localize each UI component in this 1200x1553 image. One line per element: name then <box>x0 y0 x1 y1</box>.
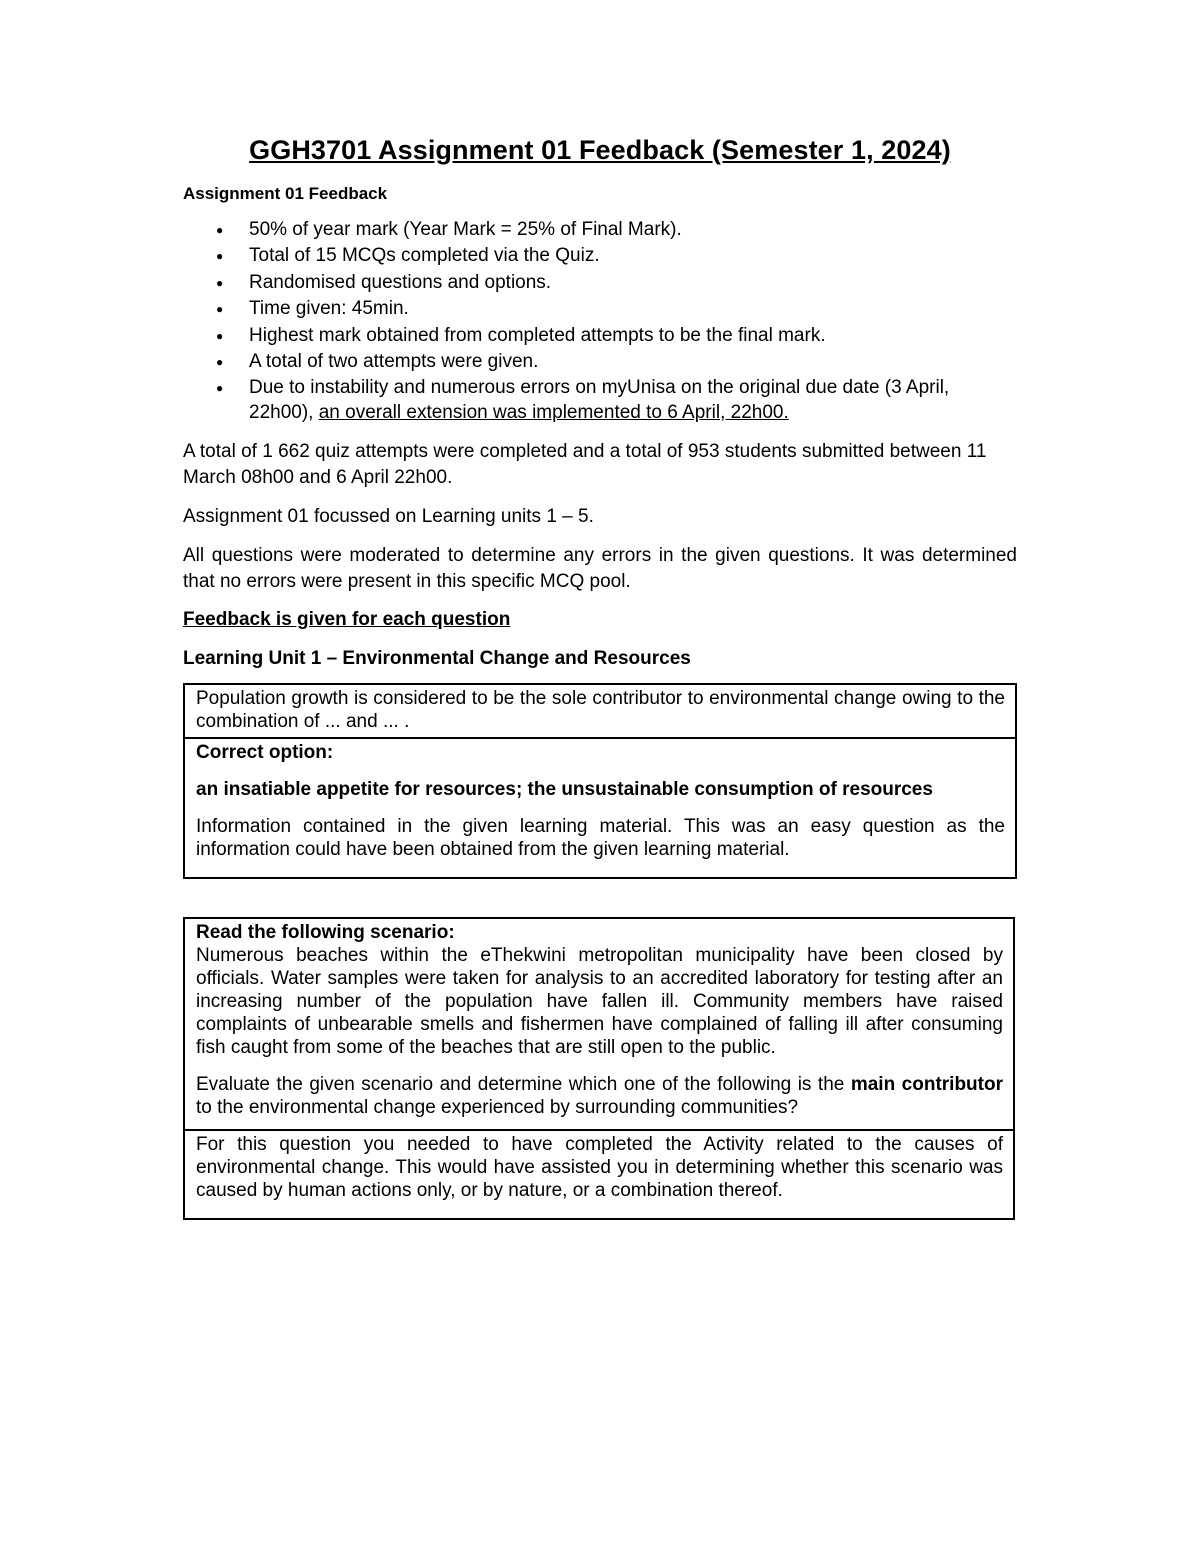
question-2-prompt <box>196 1073 1003 1125</box>
bullet-item <box>183 271 1017 295</box>
attempts-paragraph: A total of 1 662 quiz attempts were completed and a total of 953 students submitted between 11 March 08h00 and 6 April 22h00. <box>183 441 987 489</box>
question-1-box <box>183 683 1017 879</box>
bullet-text: Total of 15 MCQs completed via the Quiz. <box>249 245 600 267</box>
extension-note: an overall extension was implemented to 6 April, 22h00. <box>318 401 789 423</box>
bullet-item <box>183 244 1017 268</box>
bullet-item <box>183 350 1017 374</box>
bullet-icon: ● <box>216 275 224 290</box>
correct-option-label: Correct option: <box>196 742 334 764</box>
bullet-text: Highest mark obtained from completed attempts to be the final mark. <box>249 324 826 346</box>
question-2-scenario-cell <box>185 919 1013 1129</box>
bullet-icon: ● <box>216 249 224 264</box>
document-page <box>183 132 1017 1220</box>
question-2-box <box>183 917 1015 1220</box>
document-title: GGH3701 Assignment 01 Feedback (Semester 1, 2024) <box>249 135 951 165</box>
question-1-answer-cell <box>185 737 1015 877</box>
section-heading: Assignment 01 Feedback <box>183 184 388 203</box>
bullet-icon: ● <box>216 355 224 370</box>
bullet-item <box>183 297 1017 321</box>
focus-paragraph: Assignment 01 focussed on Learning units 1 – 5. <box>183 506 594 528</box>
scenario-text: Numerous beaches within the eThekwini metropolitan municipality have been closed by officials. Water samples were taken for analysis to an accredited laboratory for testing after an increasing number of the population have fallen ill. Community members have raised complaints of unbearable smells and fishermen have complained of falling ill after consuming fish caught from some of the beaches that are still open to the public. <box>196 945 1003 1059</box>
bullet-text: Due to instability and numerous errors on myUnisa on the original due date (3 April, 22h00), <box>249 377 950 423</box>
moderation-paragraph: All questions were moderated to determine any errors in the given questions. It was determined that no errors were present in this specific MCQ pool. <box>183 545 1017 593</box>
bullet-icon: ● <box>216 223 224 237</box>
prompt-bold: main contributor <box>850 1074 1003 1096</box>
bullet-icon: ● <box>216 381 224 396</box>
info-bullet-list <box>183 218 1017 425</box>
question-1-text: Population growth is considered to be the sole contributor to environmental change owing to the combination of ... and ... . <box>196 688 1005 733</box>
bullet-item <box>183 324 1017 348</box>
bullet-text: Time given: 45min. <box>249 298 409 320</box>
bullet-item <box>183 218 1017 242</box>
learning-unit-heading: Learning Unit 1 – Environmental Change and Resources <box>183 648 691 670</box>
prompt-before: Evaluate the given scenario and determine which one of the following is the <box>196 1074 851 1096</box>
bullet-item-extension <box>183 376 1017 425</box>
bullet-text: A total of two attempts were given. <box>249 351 539 373</box>
feedback-heading: Feedback is given for each question <box>183 609 511 631</box>
bullet-text: 50% of year mark (Year Mark = 25% of Final Mark). <box>249 219 682 240</box>
prompt-after: to the environmental change experienced by surrounding communities? <box>196 1097 799 1119</box>
bullet-icon: ● <box>216 328 224 343</box>
question-1-explanation: Information contained in the given learning material. This was an easy question as the information could have been obtained from the given learning material. <box>196 816 1005 861</box>
correct-answer: an insatiable appetite for resources; the unsustainable consumption of resources <box>196 779 933 801</box>
question-2-explanation: For this question you needed to have completed the Activity related to the causes of environmental change. This would have assisted you in determining whether this scenario was caused by human actions only, or by nature, or a combination thereof. <box>185 1129 1013 1218</box>
bullet-text: Randomised questions and options. <box>249 271 552 293</box>
bullet-icon: ● <box>216 302 224 317</box>
scenario-label: Read the following scenario: <box>196 922 455 944</box>
